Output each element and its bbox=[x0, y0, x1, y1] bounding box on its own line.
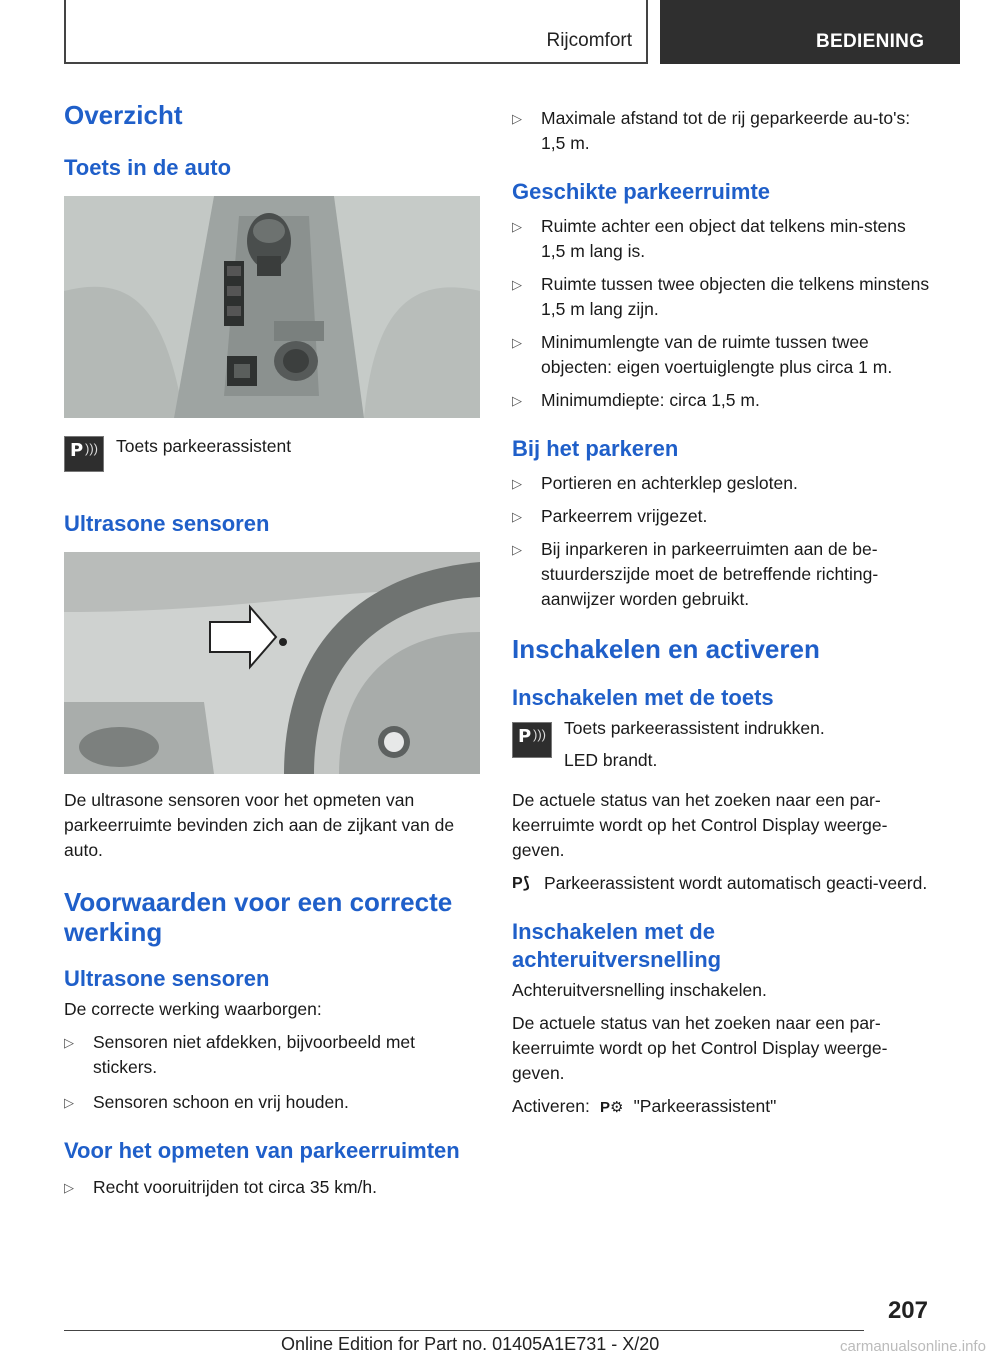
press-button-row bbox=[512, 716, 932, 778]
reverse-text: Achteruitversnelling inschakelen. bbox=[512, 980, 767, 1000]
list-item: ▷ Recht vooruitrijden tot circa 35 km/h. bbox=[64, 1175, 480, 1200]
park-assist-menu-icon: P⚙ bbox=[599, 1099, 624, 1116]
press-button-text: Toets parkeerassistent indrukken. bbox=[564, 718, 825, 738]
list-item: ▷ Ruimte tussen twee objecten die telkens minstens 1,5 m lang zijn. bbox=[512, 274, 930, 319]
bullet-triangle-icon: ▷ bbox=[64, 1180, 74, 1195]
park-assist-button-icon: P ))) bbox=[64, 436, 104, 472]
header-chapter-title: BEDIENING bbox=[816, 31, 925, 52]
list-item: ▷ Bij inparkeren in parkeerruimten aan de be-stuurderszijde moet de betreffende richting-aanwijzer worden gebruikt. bbox=[512, 539, 879, 609]
header-section-title: Rijcomfort bbox=[546, 30, 632, 51]
list-item: ▷ Sensoren niet afdekken, bijvoorbeeld met stickers. bbox=[64, 1032, 416, 1077]
heading-when-parking: Bij het parkeren bbox=[512, 436, 679, 461]
heading-overview: Overzicht bbox=[64, 100, 183, 130]
button-caption: Toets parkeerassistent bbox=[116, 436, 292, 456]
bullet-triangle-icon: ▷ bbox=[512, 219, 522, 234]
heading-ultrasonic-sensors-2: Ultrasone sensoren bbox=[64, 966, 270, 991]
led-text: LED brandt. bbox=[564, 750, 658, 770]
status-text: De actuele status van het zoeken naar een par-keerruimte wordt op het Control Display weerge-geven. bbox=[512, 790, 888, 860]
heading-conditions: Voorwaarden voor een correcte werking bbox=[64, 887, 453, 947]
activate-label: Activeren: bbox=[512, 1096, 590, 1116]
ensure-text: De correcte werking waarborgen: bbox=[64, 999, 322, 1019]
bullet-triangle-icon: ▷ bbox=[512, 277, 522, 292]
bullet-triangle-icon: ▷ bbox=[512, 509, 522, 524]
list-item: ▷ Portieren en achterklep gesloten. bbox=[512, 471, 932, 496]
page-number: 207 bbox=[887, 1297, 928, 1324]
park-assist-button-icon: P ))) bbox=[512, 722, 552, 758]
park-assist-symbol-icon: P⟆ bbox=[512, 875, 530, 892]
left-column bbox=[64, 100, 480, 1200]
heading-reverse-gear: Inschakelen met de achteruitversnelling bbox=[512, 919, 722, 972]
center-console-photo bbox=[64, 196, 480, 418]
watermark: carmanualsonline.info bbox=[840, 1338, 986, 1355]
right-column bbox=[512, 106, 932, 1120]
status-text-2: De actuele status van het zoeken naar een par-keerruimte wordt op het Control Display weerge-geven. bbox=[512, 1013, 888, 1083]
list-item: ▷ Minimumdiepte: circa 1,5 m. bbox=[512, 388, 932, 413]
footer-edition: Online Edition for Part no. 01405A1E731 - X/20 bbox=[281, 1334, 660, 1354]
list-item: ▷ Maximale afstand tot de rij geparkeerde au-to's: 1,5 m. bbox=[512, 108, 911, 153]
list-item: ▷ Ruimte achter een object dat telkens min-stens 1,5 m lang is. bbox=[512, 216, 906, 261]
sensors-description: De ultrasone sensoren voor het opmeten van parkeerruimte bevinden zich aan de zijkant van de auto. bbox=[64, 790, 455, 860]
header-chapter-box bbox=[660, 0, 960, 64]
heading-suitable-space: Geschikte parkeerruimte bbox=[512, 179, 771, 204]
bullet-triangle-icon: ▷ bbox=[64, 1035, 74, 1050]
bullet-triangle-icon: ▷ bbox=[512, 335, 522, 350]
bullet-triangle-icon: ▷ bbox=[64, 1095, 74, 1110]
list-item: ▷ Parkeerrem vrijgezet. bbox=[512, 504, 932, 529]
list-item: ▷ Sensoren schoon en vrij houden. bbox=[64, 1090, 480, 1115]
auto-activate-text: P⟆ Parkeerassistent wordt automatisch geacti-veerd. bbox=[512, 871, 932, 896]
activate-menu-item: "Parkeerassistent" bbox=[633, 1096, 777, 1116]
heading-activate: Inschakelen en activeren bbox=[512, 634, 820, 664]
wheel-sensor-photo bbox=[64, 552, 480, 774]
list-item: ▷ Minimumlengte van de ruimte tussen twee objecten: eigen voertuiglengte plus circa 1 m. bbox=[512, 332, 893, 377]
heading-ultrasonic-sensors: Ultrasone sensoren bbox=[64, 511, 270, 536]
heading-button-in-car: Toets in de auto bbox=[64, 155, 232, 180]
bullet-triangle-icon: ▷ bbox=[512, 111, 522, 126]
bullet-triangle-icon: ▷ bbox=[512, 476, 522, 491]
activate-path bbox=[512, 1094, 932, 1120]
heading-measuring: Voor het opmeten van parkeerruimten bbox=[64, 1138, 460, 1163]
header-section-box bbox=[64, 0, 648, 64]
footer-rule bbox=[64, 1330, 864, 1331]
bullet-triangle-icon: ▷ bbox=[512, 542, 522, 557]
bullet-triangle-icon: ▷ bbox=[512, 393, 522, 408]
heading-with-button: Inschakelen met de toets bbox=[512, 685, 774, 710]
button-caption-row bbox=[64, 434, 480, 484]
